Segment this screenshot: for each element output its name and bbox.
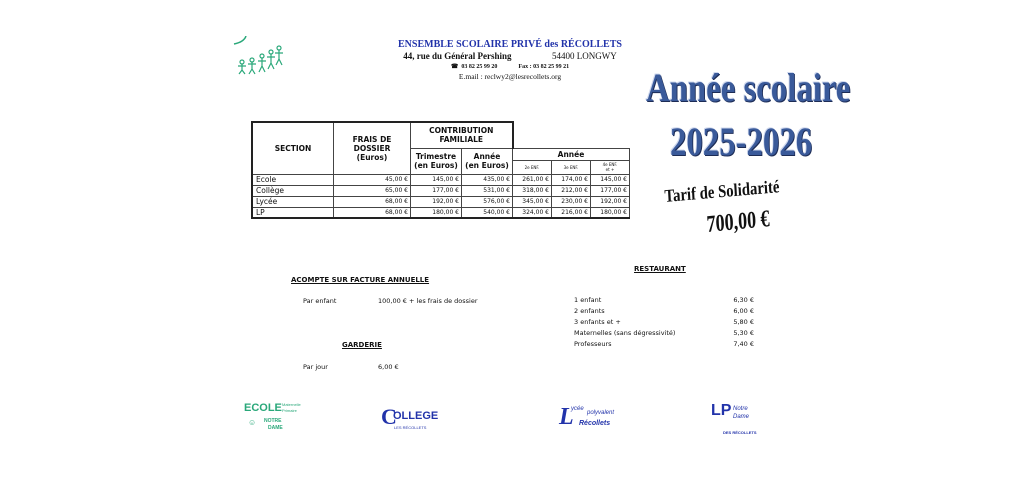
row-trimestre: 180,00 € xyxy=(411,207,462,218)
row-enf3: 216,00 € xyxy=(552,207,591,218)
garderie-title: GARDERIE xyxy=(342,341,382,349)
title-line1: Année scolaire xyxy=(646,65,851,110)
lp-logo-line3: DES RÉCOLLETS xyxy=(723,430,757,435)
header-enf4-l2: et + xyxy=(605,167,615,172)
college-logo xyxy=(381,404,441,434)
header-annee-l2: (en Euros) xyxy=(465,161,509,170)
restaurant-item-label: 1 enfant xyxy=(574,296,602,304)
header-annee xyxy=(462,148,513,174)
header-enf4 xyxy=(591,160,630,174)
school-name: ENSEMBLE SCOLAIRE PRIVÉ des RÉCOLLETS xyxy=(398,39,622,50)
row-enf2: 345,00 € xyxy=(513,196,552,207)
row-enf2: 318,00 € xyxy=(513,185,552,196)
list-item xyxy=(574,296,754,307)
header-trimestre xyxy=(411,148,462,174)
header-contribution xyxy=(411,122,513,148)
title-line2: 2025-2026 xyxy=(670,119,813,164)
row-frais: 45,00 € xyxy=(334,174,411,185)
lycee-logo-line3: Récollets xyxy=(579,420,611,427)
college-logo-main: OLLEGE xyxy=(393,410,439,422)
solidarity-amount: 700,00 € xyxy=(706,206,771,238)
row-trimestre: 192,00 € xyxy=(411,196,462,207)
row-enf3: 212,00 € xyxy=(552,185,591,196)
row-section: Collège xyxy=(252,185,334,196)
table-row xyxy=(252,174,630,185)
list-item xyxy=(574,307,754,318)
lycee-logo xyxy=(557,404,627,436)
fees-table xyxy=(251,121,630,219)
ecole-logo xyxy=(244,402,308,438)
header-contribution-l2: FAMILIALE xyxy=(439,135,484,145)
restaurant-item-price: 5,30 € xyxy=(733,329,754,337)
row-enf3: 230,00 € xyxy=(552,196,591,207)
row-annee: 576,00 € xyxy=(462,196,513,207)
header-enf2: 2e ENF. xyxy=(513,160,552,174)
row-annee: 435,00 € xyxy=(462,174,513,185)
college-logo-sub: LES RÉCOLLETS xyxy=(394,425,427,430)
list-item xyxy=(574,318,754,329)
restaurant-item-price: 7,40 € xyxy=(733,340,754,348)
restaurant-item-price: 5,80 € xyxy=(733,318,754,326)
list-item xyxy=(574,340,754,351)
row-enf2: 324,00 € xyxy=(513,207,552,218)
restaurant-item-price: 6,00 € xyxy=(733,307,754,315)
lp-logo xyxy=(711,402,761,438)
ecole-logo-sub3: NOTRE xyxy=(264,418,282,424)
restaurant-list xyxy=(574,296,754,351)
ecole-logo-main: ECOLE xyxy=(244,402,282,414)
lycee-logo-line1: ycée xyxy=(571,406,584,412)
row-enf4: 177,00 € xyxy=(591,185,630,196)
lycee-logo-line2: polyvalent xyxy=(587,410,615,416)
college-logo-initial: C xyxy=(381,404,397,429)
header-trimestre-l1: Trimestre xyxy=(415,152,457,161)
acompte-value: 100,00 € + les frais de dossier xyxy=(378,297,478,305)
ecole-logo-sub1: Maternelle xyxy=(282,402,301,407)
school-logo-children xyxy=(232,36,288,76)
row-enf4: 192,00 € xyxy=(591,196,630,207)
row-section: Ecole xyxy=(252,174,334,185)
header-frais-l1: FRAIS DE xyxy=(352,134,392,144)
ecole-logo-sub2: Primaire xyxy=(282,408,297,413)
restaurant-item-label: 3 enfants et + xyxy=(574,318,621,326)
header-frais-l3: (Euros) xyxy=(356,152,388,162)
table-row xyxy=(252,196,630,207)
address-street: 44, rue du Général Pershing xyxy=(403,51,512,61)
garderie-label: Par jour xyxy=(303,363,328,371)
row-frais: 65,00 € xyxy=(334,185,411,196)
header-frais xyxy=(334,122,411,174)
restaurant-title: RESTAURANT xyxy=(634,265,686,273)
phone-number: 03 82 25 99 20 xyxy=(461,64,498,70)
solidarity-label: Tarif de Solidarité xyxy=(664,176,780,206)
ecole-logo-sub4: DAME xyxy=(268,425,283,431)
header-section: SECTION xyxy=(252,122,334,174)
restaurant-item-price: 6,30 € xyxy=(733,296,754,304)
row-section: LP xyxy=(252,207,334,218)
row-trimestre: 177,00 € xyxy=(411,185,462,196)
table-row xyxy=(252,185,630,196)
row-enf3: 174,00 € xyxy=(552,174,591,185)
lp-logo-line2: Dame xyxy=(733,414,750,420)
row-trimestre: 145,00 € xyxy=(411,174,462,185)
header-trimestre-l2: (en Euros) xyxy=(414,161,458,170)
row-enf4: 145,00 € xyxy=(591,174,630,185)
address-city: 54400 LONGWY xyxy=(552,51,617,61)
restaurant-item-label: Professeurs xyxy=(574,340,612,348)
school-email: E.mail : reclwy2@lesrecollets.org xyxy=(458,72,562,81)
lp-logo-mark: LP xyxy=(711,402,732,419)
row-section: Lycée xyxy=(252,196,334,207)
row-annee: 531,00 € xyxy=(462,185,513,196)
row-enf4: 180,00 € xyxy=(591,207,630,218)
header-contribution-l1: CONTRIBUTION xyxy=(429,126,494,136)
school-address xyxy=(360,51,660,61)
restaurant-item-label: 2 enfants xyxy=(574,307,605,315)
acompte-label: Par enfant xyxy=(303,297,337,305)
list-item xyxy=(574,329,754,340)
table-row xyxy=(252,207,630,218)
row-frais: 68,00 € xyxy=(334,196,411,207)
acompte-title: ACOMPTE SUR FACTURE ANNUELLE xyxy=(291,276,430,284)
school-phone-fax xyxy=(360,63,660,70)
row-frais: 68,00 € xyxy=(334,207,411,218)
header-enf3: 3e ENF. xyxy=(552,160,591,174)
header-annee-l1: Année xyxy=(473,152,501,161)
header-annee-group: Année xyxy=(513,148,630,160)
restaurant-item-label: Maternelles (sans dégressivité) xyxy=(574,329,676,337)
row-enf2: 261,00 € xyxy=(513,174,552,185)
fax-number: Fax : 03 82 25 99 21 xyxy=(518,64,570,70)
row-annee: 540,00 € xyxy=(462,207,513,218)
garderie-value: 6,00 € xyxy=(378,363,399,371)
lp-logo-line1: Notre xyxy=(733,406,748,412)
lycee-logo-l: L xyxy=(559,404,574,430)
header-frais-l2: DOSSIER xyxy=(353,143,391,153)
phone-icon: ☎ xyxy=(450,64,459,70)
header-enf4-l1: 4e ENF. xyxy=(602,162,618,167)
smiley-icon: ☺ xyxy=(248,418,257,427)
